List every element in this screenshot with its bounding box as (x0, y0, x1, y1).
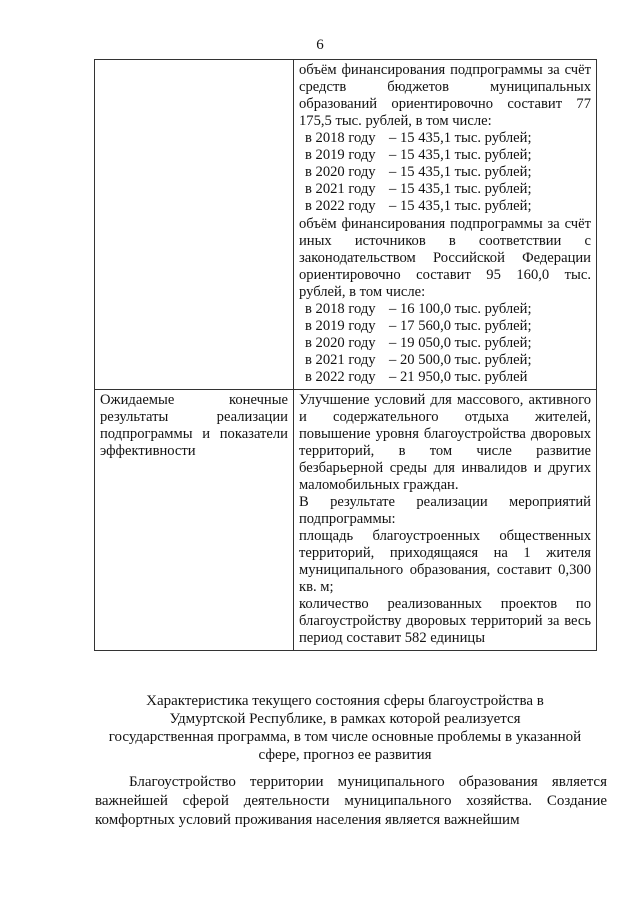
other-year-row (305, 369, 591, 386)
page-number: 6 (316, 37, 324, 53)
results-paragraph: площадь благоустроенных общественных территорий, приходящаяся на 1 жителя муниципального образования, составит 0,300 кв. м; (299, 528, 591, 595)
year-amount: – 15 435,1 тыс. рублей; (389, 147, 532, 163)
year-label: в 2022 году (305, 198, 376, 214)
results-label: Ожидаемые конечные результаты реализации подпрограммы и показатели эффективности (100, 392, 288, 459)
year-amount: – 20 500,0 тыс. рублей; (389, 352, 532, 368)
year-amount: – 15 435,1 тыс. рублей; (389, 198, 532, 214)
year-amount: – 15 435,1 тыс. рублей; (389, 130, 532, 146)
year-amount: – 19 050,0 тыс. рублей; (389, 335, 532, 351)
other-year-row (305, 352, 591, 369)
other-year-row (305, 318, 591, 335)
year-label: в 2020 году (305, 164, 376, 180)
section-heading-line: государственная программа, в том числе основные проблемы в указанной (108, 729, 582, 745)
year-label: в 2020 году (305, 335, 376, 351)
financing-label-cell (95, 60, 294, 390)
year-label: в 2021 году (305, 181, 376, 197)
results-value-cell (294, 390, 597, 651)
results-paragraph: Улучшение условий для массового, активного и содержательного отдыха жителей, повышение уровня благоустройства дворовых территорий, в том числе развитие безбарьерной среды для инвалидов и других маломобильных граждан. (299, 392, 591, 493)
year-amount: – 17 560,0 тыс. рублей; (389, 318, 532, 334)
results-label-cell (95, 390, 294, 651)
section-heading (95, 692, 595, 764)
other-year-row (305, 301, 591, 318)
body-paragraph: Благоустройство территории муниципального образования является важнейшей сферой деятельности муниципального хозяйства. Создание комфортных условий проживания населения является важнейшим (95, 774, 607, 828)
section-heading-line: Удмуртской Республике, в рамках которой реализуется (169, 711, 521, 727)
other-year-row (305, 335, 591, 352)
budget-year-row (305, 130, 591, 147)
results-row (95, 390, 597, 651)
year-amount: – 21 950,0 тыс. рублей (389, 369, 528, 385)
section-heading-line: сфере, прогноз ее развития (258, 747, 432, 763)
budget-year-row (305, 181, 591, 198)
year-label: в 2018 году (305, 301, 376, 317)
year-label: в 2019 году (305, 318, 376, 334)
section-heading-line: Характеристика текущего состояния сферы благоустройства в (146, 693, 544, 709)
budget-financing-intro: объём финансирования подпрограммы за счёт средств бюджетов муниципальных образований ориентировочно составит 77 175,5 тыс. рублей, в том числе: (299, 62, 591, 129)
results-paragraph: В результате реализации мероприятий подпрограммы: (299, 494, 591, 527)
year-amount: – 15 435,1 тыс. рублей; (389, 181, 532, 197)
budget-year-row (305, 147, 591, 164)
budget-year-row (305, 198, 591, 215)
year-label: в 2019 году (305, 147, 376, 163)
subprogram-passport-table (94, 59, 597, 651)
year-label: в 2018 году (305, 130, 376, 146)
year-amount: – 16 100,0 тыс. рублей; (389, 301, 532, 317)
financing-value-cell (294, 60, 597, 390)
budget-year-row (305, 164, 591, 181)
results-paragraph: количество реализованных проектов по благоустройству дворовых территорий за весь период составит 582 единицы (299, 596, 591, 646)
year-label: в 2022 году (305, 369, 376, 385)
year-amount: – 15 435,1 тыс. рублей; (389, 164, 532, 180)
financing-row (95, 60, 597, 390)
other-sources-intro: объём финансирования подпрограммы за счёт иных источников в соответствии с законодательством Российской Федерации ориентировочно составит 95 160,0 тыс. рублей, в том числе: (299, 216, 591, 300)
year-label: в 2021 году (305, 352, 376, 368)
